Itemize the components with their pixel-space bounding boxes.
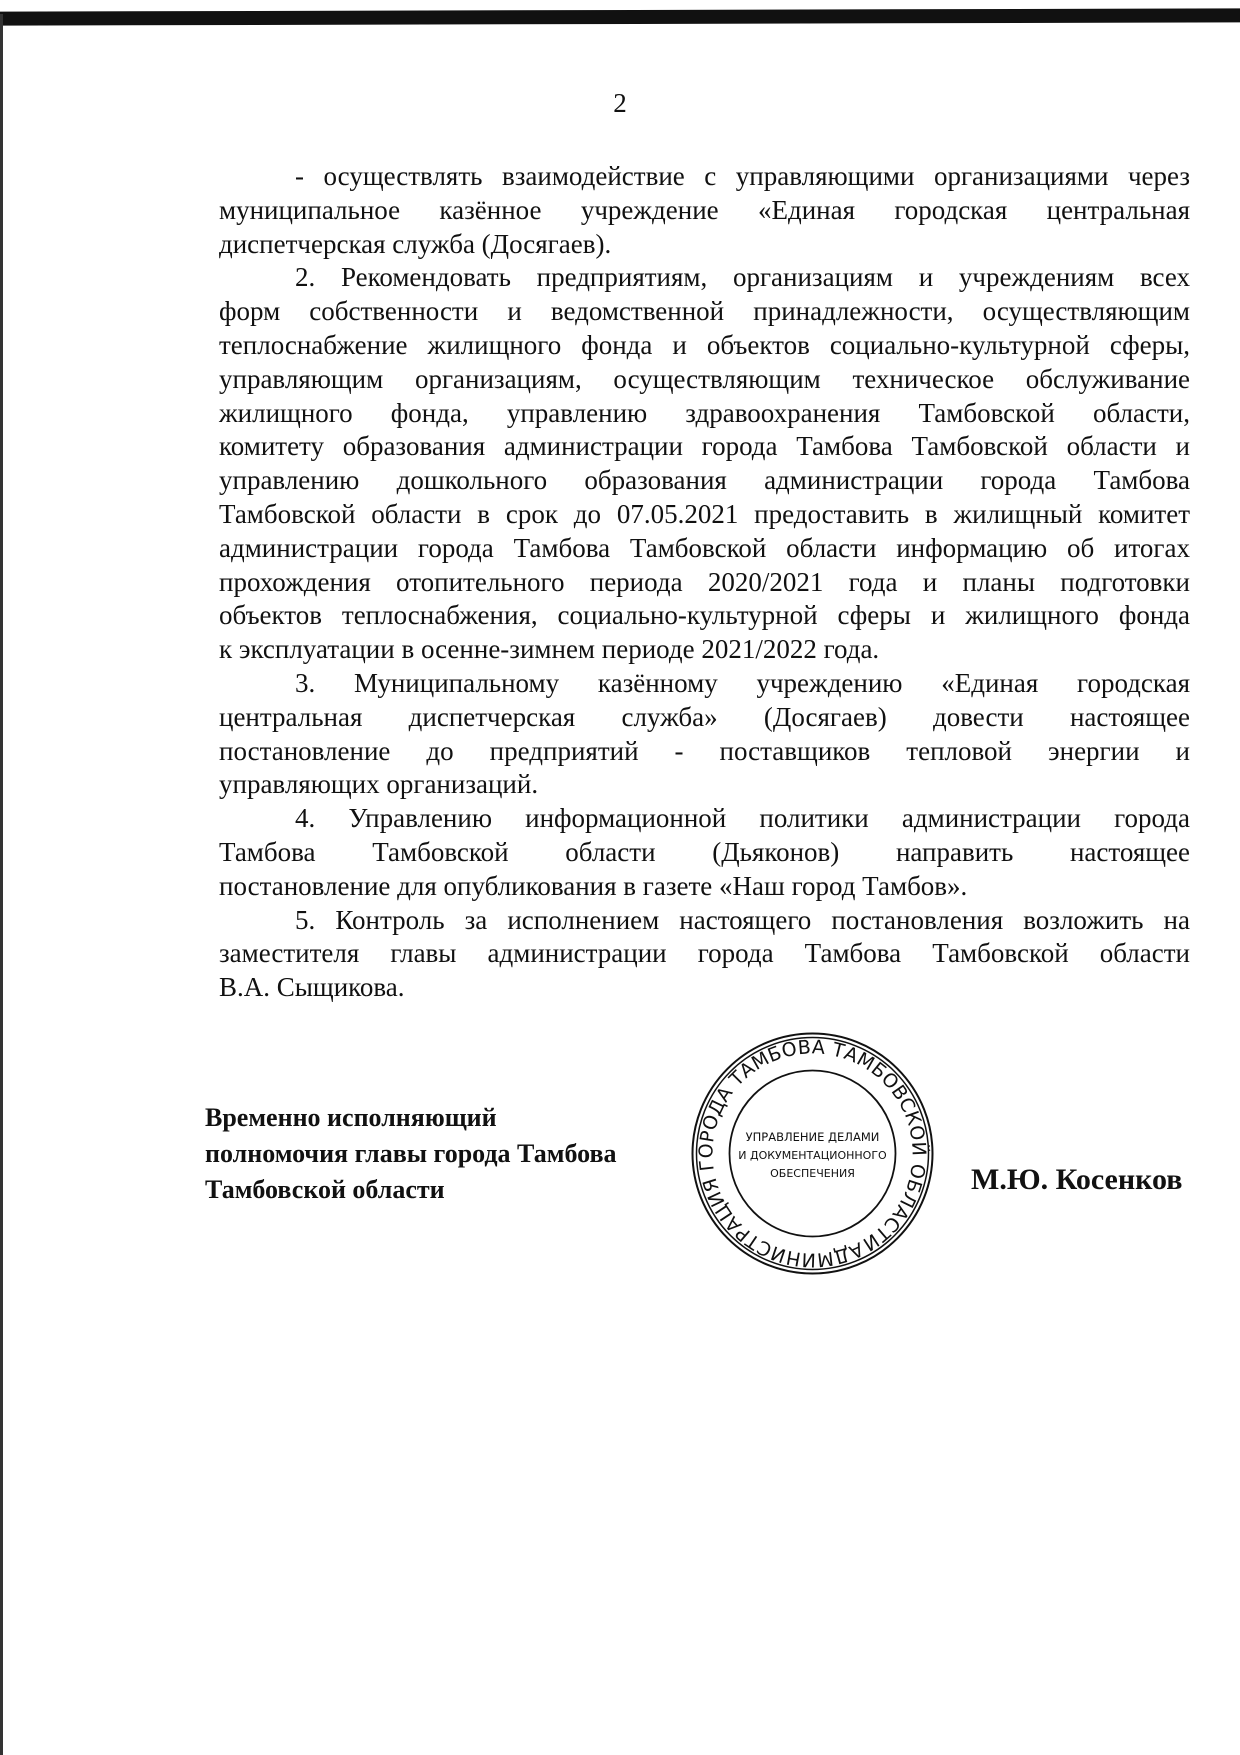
document-body (219, 160, 1190, 1005)
text-line: 3. Муниципальному казённому учреждению «Единая городская (295, 667, 1190, 698)
seal-inner-text: И ДОКУМЕНТАЦИОННОГО (738, 1149, 887, 1162)
text-line: заместителя главы администрации города Тамбова Тамбовской области (219, 938, 1190, 969)
paragraph (219, 261, 1190, 667)
text-line: постановление до предприятий - поставщиков тепловой энергии и (219, 735, 1190, 766)
paragraph (219, 160, 1190, 261)
text-line: муниципальное казённое учреждение «Единая городская центральная (219, 194, 1190, 225)
signatory-position-line: полномочия главы города Тамбова (205, 1139, 617, 1168)
text-line: управлению дошкольного образования администрации города Тамбова (219, 465, 1190, 496)
text-line: комитету образования администрации города Тамбова Тамбовской области и (219, 431, 1190, 462)
text-line: администрации города Тамбова Тамбовской области информацию об итогах (219, 532, 1190, 563)
text-line: 4. Управлению информационной политики администрации города (295, 803, 1190, 834)
text-line: объектов теплоснабжения, социально-культурной сферы и жилищного фонда (219, 600, 1190, 631)
text-line: форм собственности и ведомственной принадлежности, осуществляющим (219, 296, 1190, 327)
page-number: 2 (613, 88, 627, 118)
text-line: 5. Контроль за исполнением настоящего постановления возложить на (295, 904, 1190, 935)
text-line: прохождения отопительного периода 2020/2021 года и планы подготовки (219, 566, 1190, 597)
seal-outer-text: АДМИНИСТРАЦИЯ ГОРОДА ТАМБОВА ТАМБОВСКОЙ ОБЛАСТИ (695, 1036, 930, 1271)
paragraph (219, 904, 1190, 1005)
official-seal (690, 1031, 935, 1276)
text-line: постановление для опубликования в газете «Наш город Тамбов». (219, 870, 968, 901)
text-line: диспетчерская служба (Досягаев). (219, 228, 612, 259)
paragraph (219, 802, 1190, 903)
text-line: теплоснабжение жилищного фонда и объектов социально-культурной сферы, (219, 329, 1190, 360)
scan-top-edge (0, 8, 1240, 25)
text-line: 2. Рекомендовать предприятиям, организациям и учреждениям всех (295, 262, 1190, 293)
text-line: управляющих организаций. (219, 769, 539, 800)
text-line: к эксплуатации в осенне-зимнем периоде 2021/2022 года. (219, 634, 880, 665)
signatory-position (205, 1100, 617, 1208)
seal-inner-text: ОБЕСПЕЧЕНИЯ (770, 1167, 855, 1180)
scan-left-edge (0, 14, 3, 1755)
text-line: центральная диспетчерская служба» (Досягаев) довести настоящее (219, 701, 1190, 732)
signatory-position-line: Временно исполняющий (205, 1103, 497, 1132)
text-line: жилищного фонда, управлению здравоохранения Тамбовской области, (219, 397, 1190, 428)
text-line: управляющим организациям, осуществляющим техническое обслуживание (219, 363, 1190, 394)
text-line: Тамбовской области в срок до 07.05.2021 предоставить в жилищный комитет (219, 498, 1190, 529)
paragraph (219, 667, 1190, 802)
signatory-position-line: Тамбовской области (205, 1175, 445, 1204)
text-line: Тамбова Тамбовской области (Дьяконов) направить настоящее (219, 836, 1190, 867)
text-line: В.А. Сыщикова. (219, 972, 405, 1003)
text-line: - осуществлять взаимодействие с управляющими организациями через (295, 161, 1190, 191)
signatory-name: М.Ю. Косенков (971, 1163, 1183, 1196)
seal-inner-text: УПРАВЛЕНИЕ ДЕЛАМИ (745, 1130, 880, 1144)
